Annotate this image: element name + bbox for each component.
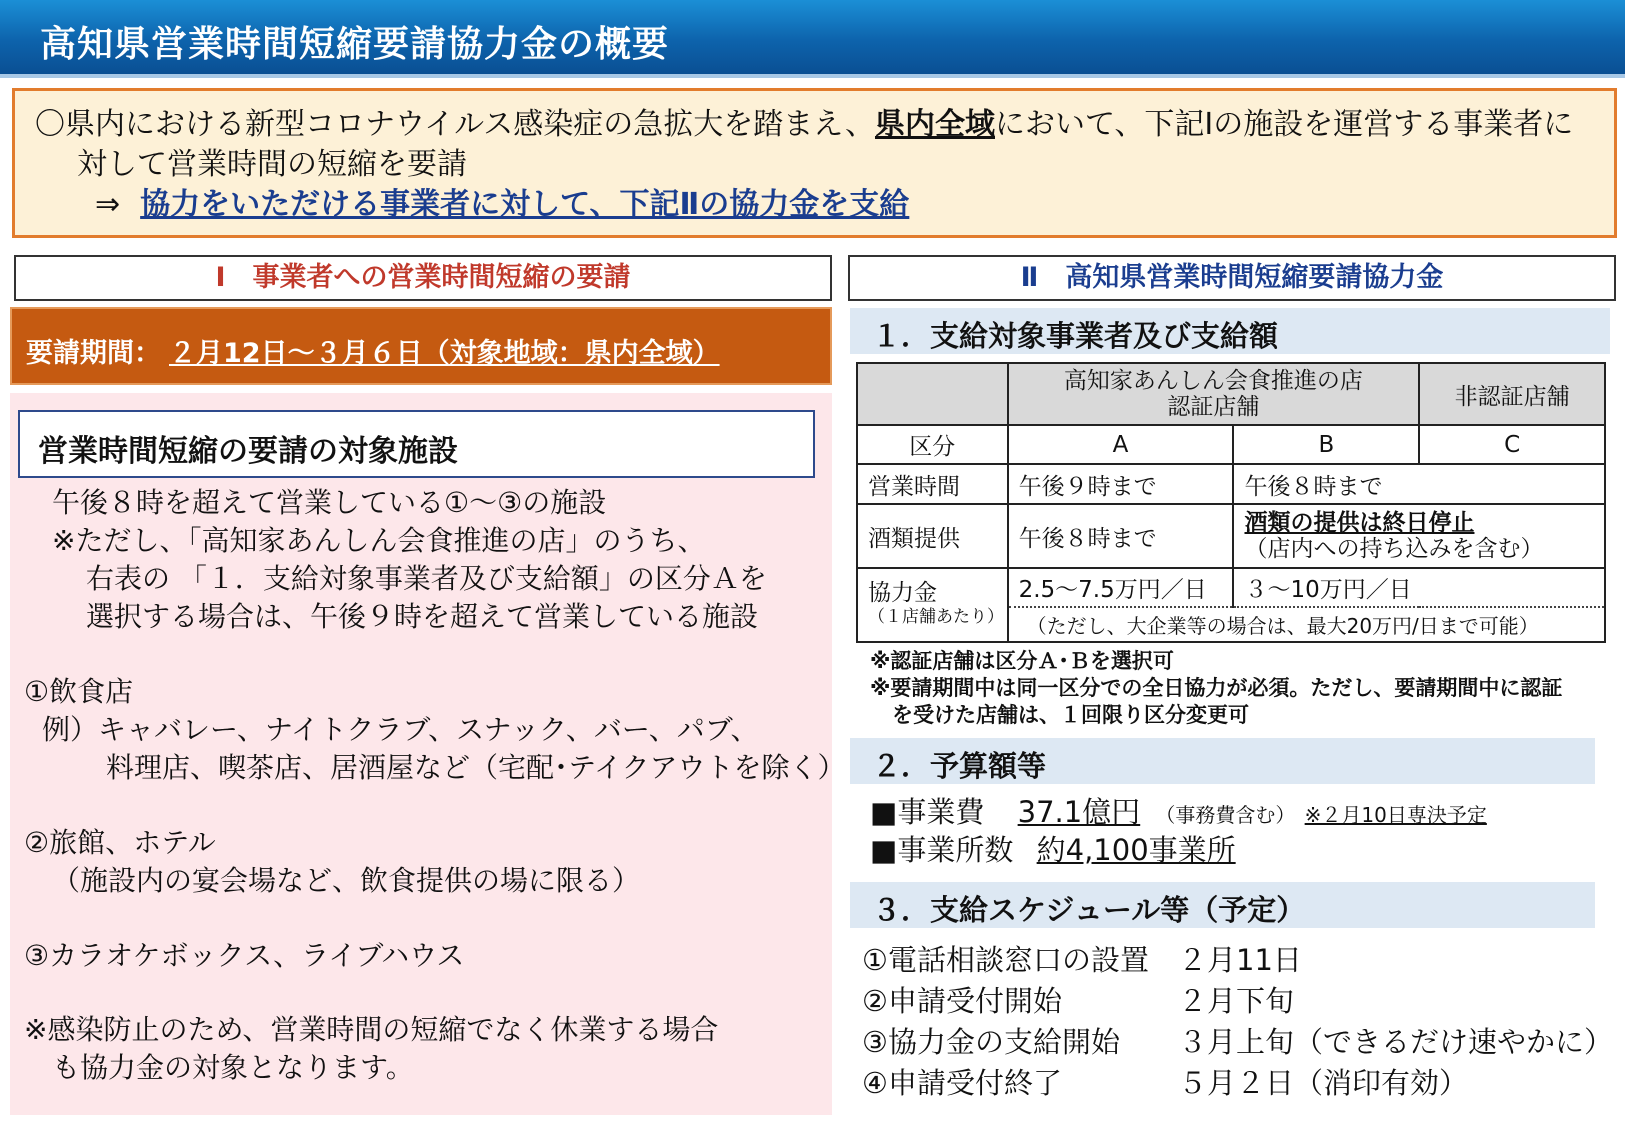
summary-line-1 <box>35 105 1594 145</box>
facility-1-example-2: 料理店、喫茶店、居酒屋など（宅配･テイクアウトを除く） <box>106 751 846 784</box>
schedule-item-3: ③協力金の支給開始 <box>862 1025 1120 1059</box>
period-value: ２月12日～３月６日（対象地域：県内全域） <box>169 338 720 369</box>
header-b: B <box>1233 425 1419 464</box>
budget-count-row <box>870 828 1236 869</box>
cell-subsidy-note: （ただし、大企業等の場合は、最大20万円/日まで可能） <box>1008 607 1605 642</box>
cell-hours-a: 午後９時まで <box>1008 464 1234 504</box>
budget-cost-label: ■事業費 <box>870 795 985 829</box>
target-facilities-title: 営業時間短縮の要請の対象施設 <box>18 410 815 478</box>
summary-text-1a: 〇県内における新型コロナウイルス感染症の急拡大を踏まえ、 <box>35 107 875 142</box>
subsidy-label: 協力金 <box>868 580 937 606</box>
schedule-item-4: ④申請受付終了 <box>862 1066 1062 1100</box>
row-label-alcohol: 酒類提供 <box>857 504 1008 568</box>
title-bar <box>0 0 1625 78</box>
header-noncertified: 非認証店舗 <box>1419 363 1605 425</box>
alcohol-stop-text: 酒類の提供は終日停止 <box>1244 510 1475 536</box>
closure-note-2: も協力金の対象となります。 <box>52 1051 414 1084</box>
budget-count-value: 約4,100事業所 <box>1036 833 1236 867</box>
section-title-subsidy: Ⅱ 高知県営業時間短縮要請協力金 <box>848 255 1616 301</box>
subsidy-label-sub: （１店舗あたり） <box>868 607 1004 627</box>
row-label-hours: 営業時間 <box>857 464 1008 504</box>
budget-count-label: ■事業所数 <box>870 833 1014 867</box>
header-a: A <box>1008 425 1234 464</box>
schedule-item-2: ②申請受付開始 <box>862 984 1062 1018</box>
facility-1-title: ①飲食店 <box>24 675 134 708</box>
table-corner-cell <box>857 363 1008 425</box>
summary-line-2: 対して営業時間の短縮を要請 <box>77 147 467 182</box>
facility-2-note: （施設内の宴会場など、飲食提供の場に限る） <box>52 864 641 897</box>
subsidy-table <box>856 362 1606 643</box>
header-certified: 高知家あんしん会食推進の店 認証店舗 <box>1008 363 1420 425</box>
schedule-date-3: ３月上旬（できるだけ速やかに） <box>1178 1025 1614 1059</box>
target-line-2: ※ただし、「高知家あんしん会食推進の店」のうち、 <box>52 524 706 557</box>
alcohol-stop-note: （店内への持ち込みを含む） <box>1244 536 1544 562</box>
budget-cost-value: 37.1億円 <box>1017 795 1141 829</box>
header-c: C <box>1419 425 1605 464</box>
cell-hours-bc: 午後８時まで <box>1233 464 1605 504</box>
header-kubun: 区分 <box>857 425 1008 464</box>
schedule-date-2: ２月下旬 <box>1178 984 1295 1018</box>
budget-cost-note-2: ※２月10日専決予定 <box>1304 803 1487 827</box>
target-line-1: 午後８時を超えて営業している①～③の施設 <box>52 486 607 519</box>
target-line-4: 選択する場合は、午後９時を超えて営業している施設 <box>86 600 759 633</box>
facility-1-example-1: 例）キャバレー、ナイトクラブ、スナック、バー、パブ、 <box>42 713 759 746</box>
cell-alcohol-bc <box>1233 504 1605 568</box>
subheading-budget: ２．予算額等 <box>850 738 1595 784</box>
closure-note-1: ※感染防止のため、営業時間の短縮でなく休業する場合 <box>24 1013 719 1046</box>
facility-2-title: ②旅館、ホテル <box>24 826 216 859</box>
summary-emphasis: 県内全域 <box>875 107 995 142</box>
note-3: を受けた店舗は、１回限り区分変更可 <box>892 703 1249 727</box>
target-line-3: 右表の 「１．支給対象事業者及び支給額」の区分Ａを <box>86 562 767 595</box>
facility-3-title: ③カラオケボックス、ライブハウス <box>24 939 465 972</box>
subheading-schedule: ３．支給スケジュール等（予定） <box>850 882 1595 928</box>
table-notes <box>870 648 1562 729</box>
section-title-requests: Ⅰ 事業者への営業時間短縮の要請 <box>14 255 832 301</box>
period-label: 要請期間： <box>26 338 161 369</box>
summary-box <box>12 88 1617 238</box>
schedule-date-1: ２月11日 <box>1178 943 1302 977</box>
cell-alcohol-a: 午後８時まで <box>1008 504 1234 568</box>
arrow-icon: ⇒ <box>95 187 121 222</box>
note-2: ※要請期間中は同一区分での全日協力が必須。ただし、要請期間中に認証 <box>870 676 1563 700</box>
summary-text-1c: において、下記Ⅰの施設を運営する事業者に <box>995 107 1574 142</box>
budget-cost-row <box>870 790 1487 831</box>
summary-line-3 <box>35 185 1594 225</box>
budget-cost-note: （事務費含む） <box>1155 803 1296 827</box>
cell-subsidy-bc: ３～10万円／日 <box>1233 568 1605 607</box>
cell-subsidy-a: 2.5～7.5万円／日 <box>1008 568 1234 607</box>
summary-conclusion: 協力をいただける事業者に対して、下記Ⅱの協力金を支給 <box>140 187 910 222</box>
subheading-eligibility: １．支給対象事業者及び支給額 <box>850 308 1610 354</box>
schedule-item-1: ①電話相談窓口の設置 <box>862 943 1149 977</box>
request-period-banner <box>10 307 832 385</box>
row-label-subsidy <box>857 568 1008 642</box>
page-title: 高知県営業時間短縮要請協力金の概要 <box>40 24 670 65</box>
note-1: ※認証店舗は区分Ａ･Ｂを選択可 <box>870 649 1174 673</box>
schedule-date-4: ５月２日（消印有効） <box>1178 1066 1469 1100</box>
